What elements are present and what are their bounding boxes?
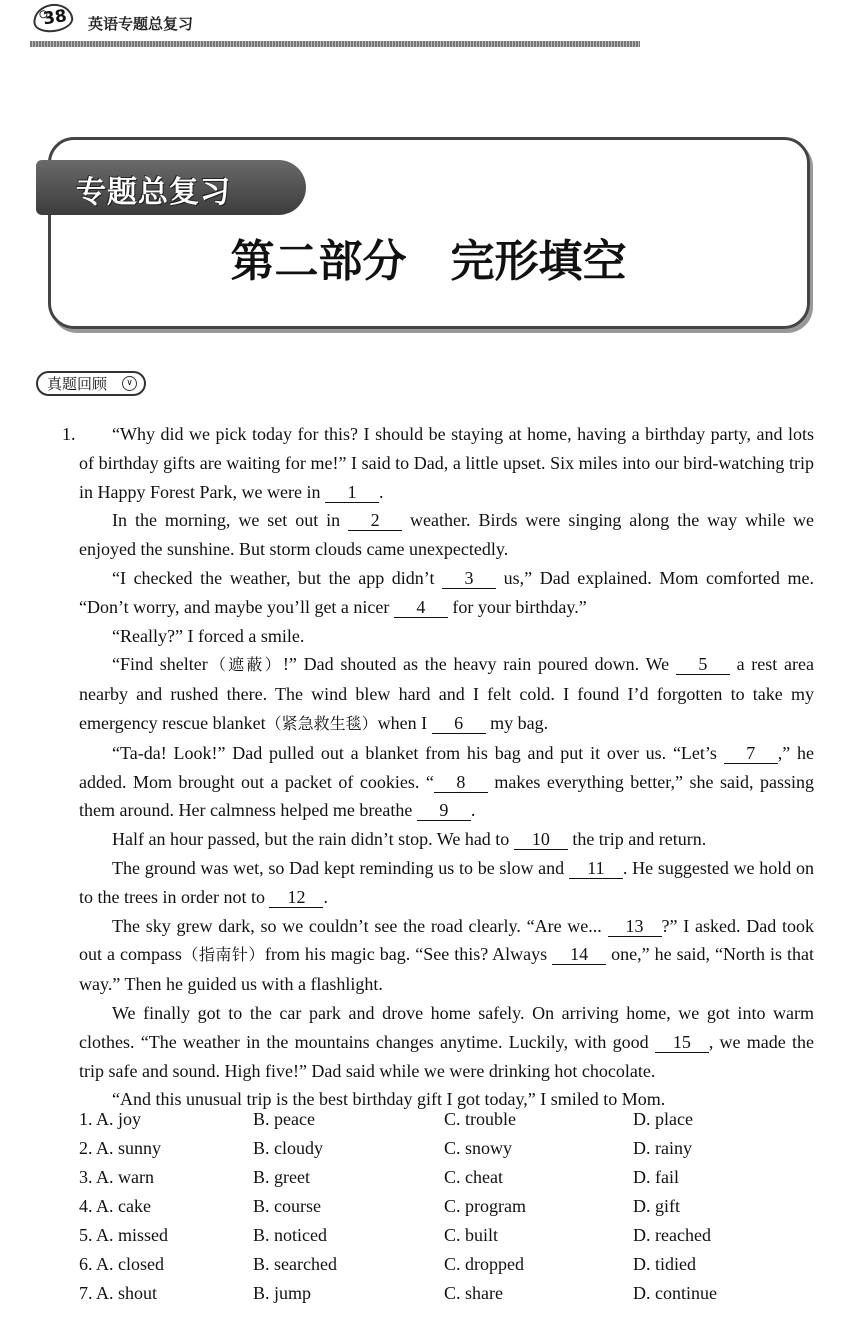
- option-c: C. built: [444, 1225, 499, 1245]
- option-b: B. cloudy: [253, 1138, 323, 1158]
- blank-13: 13: [608, 916, 662, 937]
- option-row: [79, 1109, 819, 1138]
- option-b: B. searched: [253, 1254, 337, 1274]
- option-d: D. place: [633, 1109, 693, 1129]
- option-row: [79, 1167, 819, 1196]
- paragraph-6: “Ta-da! Look!” Dad pulled out a blanket from his bag and put it over us. “Let’s 7 ,” he added. Mom brought out a packet of cookies. “ 8 makes everything better,” she said, passing them around. Her calmness helped me breathe 9 .: [79, 742, 814, 821]
- blank-6: 6: [432, 713, 486, 734]
- blank-15: 15: [655, 1032, 709, 1053]
- option-b: B. course: [253, 1196, 321, 1216]
- chevron-down-circle-icon: ∨: [122, 376, 137, 391]
- option-row: [79, 1138, 819, 1167]
- option-row: [79, 1283, 819, 1312]
- option-a: 3. A. warn: [79, 1167, 154, 1187]
- blank-7: 7: [724, 743, 778, 764]
- cloze-passage: [62, 420, 815, 1114]
- option-b: B. noticed: [253, 1225, 327, 1245]
- blank-10: 10: [514, 829, 568, 850]
- chapter-tab-label: 专题总复习: [76, 175, 231, 210]
- option-d: D. fail: [633, 1167, 679, 1187]
- blank-14: 14: [552, 944, 606, 965]
- page-number-badge: [31, 1, 75, 34]
- option-a: 1. A. joy: [79, 1109, 142, 1129]
- paragraph-10: We finally got to the car park and drove home safely. On arriving home, we got into warm clothes. “The weather in the mountains changes anytime. Luckily, with good 15 , we made the trip safe and sound. High five!” Dad said while we were drinking hot chocolate.: [79, 1002, 814, 1081]
- option-a: 4. A. cake: [79, 1196, 151, 1216]
- blank-5: 5: [676, 654, 730, 675]
- paragraph-5: “Find shelter（遮蔽）!” Dad shouted as the heavy rain poured down. We 5 a rest area nearby and rushed there. The wind blew hard and I felt cold. I found I’d forgotten to take my emergency rescue blanket（紧急救生毯）when I 6 my bag.: [79, 654, 814, 733]
- blank-2: 2: [348, 510, 402, 531]
- option-c: C. share: [444, 1283, 503, 1303]
- option-c: C. trouble: [444, 1109, 516, 1129]
- paragraph-8: The ground was wet, so Dad kept reminding us to be slow and 11 . He suggested we hold on to the trees in order not to 12 .: [79, 857, 814, 907]
- option-b: B. greet: [253, 1167, 310, 1187]
- paragraph-1: 1. “Why did we pick today for this? I should be staying at home, having a birthday party, and lots of birthday gifts are waiting for me!” I said to Dad, a little upset. Six miles into our bird-watching trip in Happy Forest Park, we were in 1 .: [79, 420, 814, 506]
- option-d: D. continue: [633, 1283, 717, 1303]
- question-number: 1.: [62, 424, 76, 444]
- option-d: D. rainy: [633, 1138, 692, 1158]
- paragraph-9: The sky grew dark, so we couldn’t see the road clearly. “Are we... 13 ?” I asked. Dad took out a compass（指南针）from his magic bag. “See this? Always 14 one,” he said, “North is that way.” Then he guided us with a flashlight.: [79, 915, 814, 995]
- blank-3: 3: [442, 568, 496, 589]
- option-a: 2. A. sunny: [79, 1138, 162, 1158]
- option-c: C. snowy: [444, 1138, 513, 1158]
- option-a: 7. A. shout: [79, 1283, 158, 1303]
- option-row: [79, 1225, 819, 1254]
- option-b: B. jump: [253, 1283, 312, 1303]
- section-tag-label: 真题回顾: [47, 375, 108, 393]
- answer-options: [79, 1109, 819, 1312]
- option-b: B. peace: [253, 1109, 315, 1129]
- option-a: 5. A. missed: [79, 1225, 169, 1245]
- paragraph-2: In the morning, we set out in 2 weather. Birds were singing along the way while we enjoyed the sunshine. But storm clouds came unexpectedly.: [79, 510, 815, 560]
- chapter-title: 第二部分 完形填空: [230, 236, 627, 287]
- blank-8: 8: [434, 772, 488, 793]
- paragraph-4: “Really?” I forced a smile.: [112, 625, 305, 646]
- option-c: C. cheat: [444, 1167, 503, 1187]
- option-d: D. tidied: [633, 1254, 696, 1274]
- book-title: 英语专题总复习: [88, 15, 194, 33]
- option-d: D. reached: [633, 1225, 711, 1245]
- blank-12: 12: [269, 887, 323, 908]
- blank-11: 11: [569, 858, 623, 879]
- paragraph-7: Half an hour passed, but the rain didn’t stop. We had to 10 the trip and return.: [112, 829, 707, 850]
- paragraph-11: “And this unusual trip is the best birthday gift I got today,” I smiled to Mom.: [112, 1089, 666, 1110]
- paragraph-3: “I checked the weather, but the app didn’t 3 us,” Dad explained. Mom comforted me. “Don’t worry, and maybe you’ll get a nicer 4 for your birthday.”: [79, 567, 814, 617]
- page-number: 38: [41, 6, 69, 30]
- option-c: C. dropped: [444, 1254, 524, 1274]
- blank-9: 9: [417, 800, 471, 821]
- option-d: D. gift: [633, 1196, 680, 1216]
- section-tag: [36, 371, 146, 396]
- option-row: [79, 1196, 819, 1225]
- option-c: C. program: [444, 1196, 526, 1216]
- blank-4: 4: [394, 597, 448, 618]
- option-a: 6. A. closed: [79, 1254, 164, 1274]
- header-divider: [30, 41, 640, 47]
- blank-1: 1: [325, 482, 379, 503]
- option-row: [79, 1254, 819, 1283]
